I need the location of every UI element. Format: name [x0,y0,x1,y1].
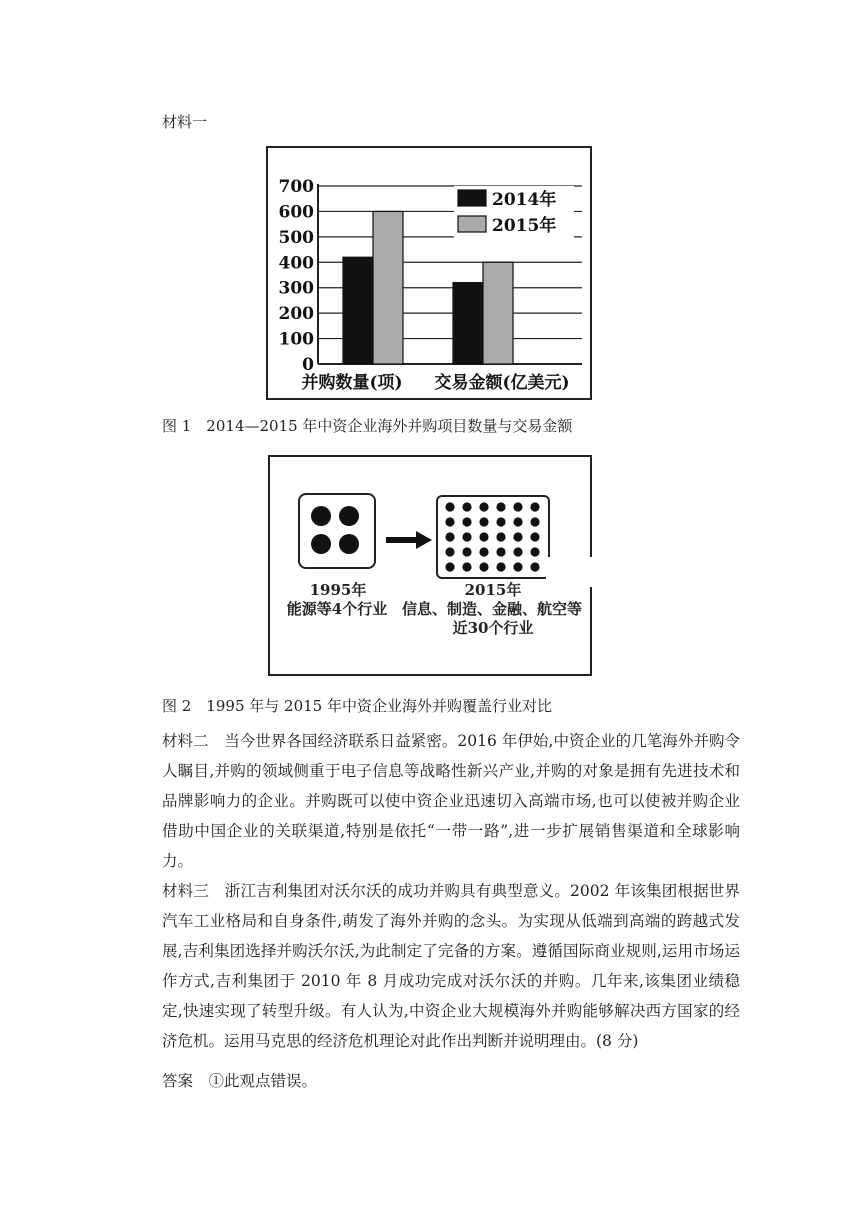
industry-dot [462,532,471,541]
industry-dot [339,506,359,526]
industry-dot [462,562,471,571]
industry-dot [339,534,359,554]
industry-dot [496,517,505,526]
material2-paragraph [162,726,740,876]
industry-dot [496,547,505,556]
dots-2015 [438,497,548,577]
y-tick-label: 500 [278,227,314,248]
figure1-frame [266,146,592,400]
industry-dot [445,517,454,526]
industry-dot [445,532,454,541]
industry-dot [479,562,488,571]
industry-dot [513,547,522,556]
figure1-bar-chart [268,148,590,398]
dots-1995 [300,495,374,567]
bar-2015年-1 [483,262,513,364]
label-2015-desc-line1: 信息、制造、金融、航空等 [401,600,582,618]
industry-dot [462,517,471,526]
industry-dot [479,502,488,511]
industry-dot [530,517,539,526]
industry-dot [479,547,488,556]
material2-text: 材料二 当今世界各国经济联系日益紧密。2016 年伊始,中资企业的几笔海外并购令人瞩目,并购的领域侧重于电子信息等战略性新兴产业,并购的对象是拥有先进技术和品牌影响力的企业。并购既可以使中资企业迅速切入高端市场,也可以使被并购企业借助中国企业的关联渠道,特别是依托“一带一路”,进一步扩展销售渠道和全球影响力。 [162,732,740,870]
industry-dot [479,532,488,541]
industry-dot [496,562,505,571]
x-category-label: 并购数量(项) [301,373,403,393]
industry-dot [462,502,471,511]
x-category-label: 交易金额(亿美元) [434,373,570,393]
industry-dot [445,562,454,571]
industry-dot [496,532,505,541]
label-1995-year: 1995年 [309,581,367,599]
label-2015-desc-line2: 近30个行业 [452,619,534,637]
y-tick-label: 0 [302,355,314,375]
figure2-caption: 图 2 1995 年与 2015 年中资企业海外并购覆盖行业对比 [162,697,552,715]
material3-text: 材料三 浙江吉利集团对沃尔沃的成功并购具有典型意义。2002 年该集团根据世界汽车工业格局和自身条件,萌发了海外并购的念头。为实现从低端到高端的跨越式发展,吉利集团选择并购沃尔沃,为此制定了完备的方案。遵循国际商业规则,运用市场运作方式,吉利集团于 2010 年 8 月成功完成对沃尔沃的并购。几年来,该集团业绩稳定,快速实现了转型升级。有人认为,中资企业大规模海外并购能够解决西方国家的经济危机。运用马克思的经济危机理论对此作出判断并说明理由。(8 分) [162,882,740,1050]
frame-notch [546,557,592,587]
y-tick-label: 700 [278,177,314,197]
bar-2015年-0 [373,211,403,364]
industry-dot [530,547,539,556]
label-2015-year: 2015年 [464,581,522,599]
industry-dot [445,502,454,511]
answer-text: 答案 ①此观点错误。 [162,1072,318,1090]
industry-dot [445,547,454,556]
industry-dot [311,534,331,554]
figure1-caption: 图 1 2014—2015 年中资企业海外并购项目数量与交易金额 [162,417,573,435]
y-tick-label: 200 [278,304,314,325]
material1-label: 材料一 [162,113,208,131]
figure2-frame [268,455,592,676]
industry-dot [513,562,522,571]
industry-dot [479,517,488,526]
industry-dot [530,532,539,541]
legend-label: 2014年 [492,190,557,210]
dots-box-2015 [436,495,550,579]
bar-2014年-0 [343,257,373,364]
industry-dot [496,502,505,511]
label-1995-desc: 能源等4个行业 [286,600,388,618]
industry-dot [462,547,471,556]
industry-dot [311,506,331,526]
industry-dot [530,562,539,571]
arrow-right-icon [386,531,432,549]
y-tick-label: 400 [278,253,314,274]
y-tick-label: 300 [278,278,314,299]
legend-swatch [458,190,486,206]
industry-dot [513,502,522,511]
legend-swatch [458,216,486,232]
industry-dot [530,502,539,511]
industry-dot [513,532,522,541]
material3-paragraph [162,876,740,1056]
bar-2014年-1 [453,283,483,364]
legend-label: 2015年 [492,216,557,236]
y-tick-label: 600 [278,202,314,223]
industry-dot [513,517,522,526]
dots-box-1995 [298,493,376,569]
y-tick-label: 100 [278,329,314,350]
